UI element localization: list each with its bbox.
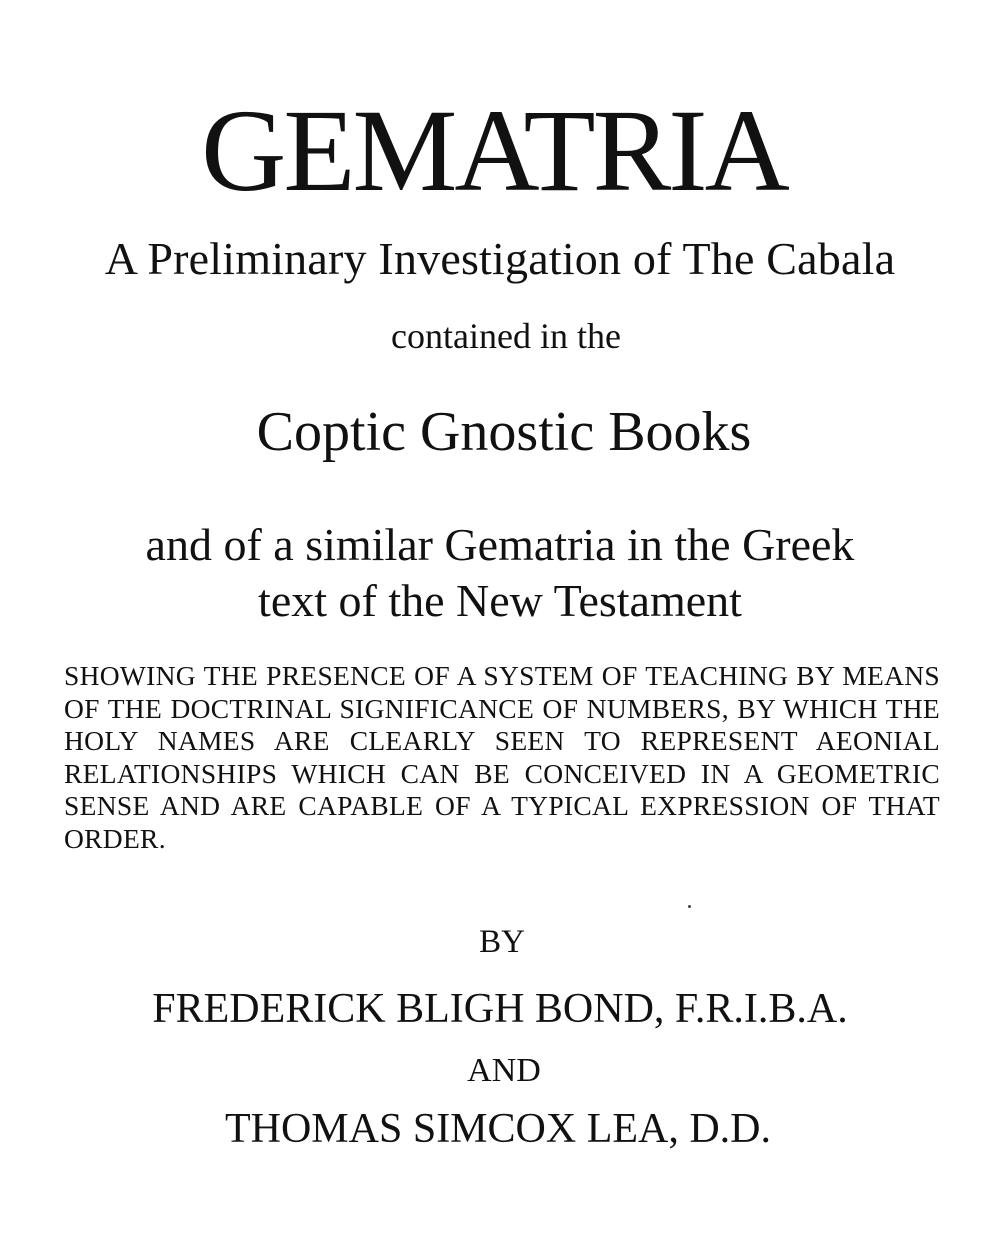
subtitle-line-4: and of a similar Gematria in the Greek <box>145 519 855 570</box>
by-label: BY <box>479 924 525 960</box>
book-title: GEMATRIA <box>201 85 787 216</box>
subtitle-line-2: contained in the <box>391 316 621 356</box>
description-paragraph: SHOWING THE PRESENCE OF A SYSTEM OF TEACHING BY MEANS OF THE DOCTRINAL SIGNIFICANCE OF NUMBERS, BY WHICH THE HOLY NAMES ARE CLEARLY SEEN TO REPRESENT AEONIAL RELATIONSHIPS WHICH CAN BE CONCEIVED IN A GEOMETRIC SENSE AND ARE CAPABLE OF A TYPICAL EXPRESSION OF THAT ORDER. <box>64 660 940 854</box>
subtitle-line-3: Coptic Gnostic Books <box>256 401 752 463</box>
print-speck <box>688 905 691 908</box>
subtitle-line-1: A Preliminary Investigation of The Cabala <box>104 233 896 284</box>
and-label: AND <box>467 1052 541 1089</box>
author-2: THOMAS SIMCOX LEA, D.D. <box>224 1106 772 1152</box>
author-1: FREDERICK BLIGH BOND, F.R.I.B.A. <box>152 986 848 1032</box>
subtitle-line-5: text of the New Testament <box>258 575 742 626</box>
